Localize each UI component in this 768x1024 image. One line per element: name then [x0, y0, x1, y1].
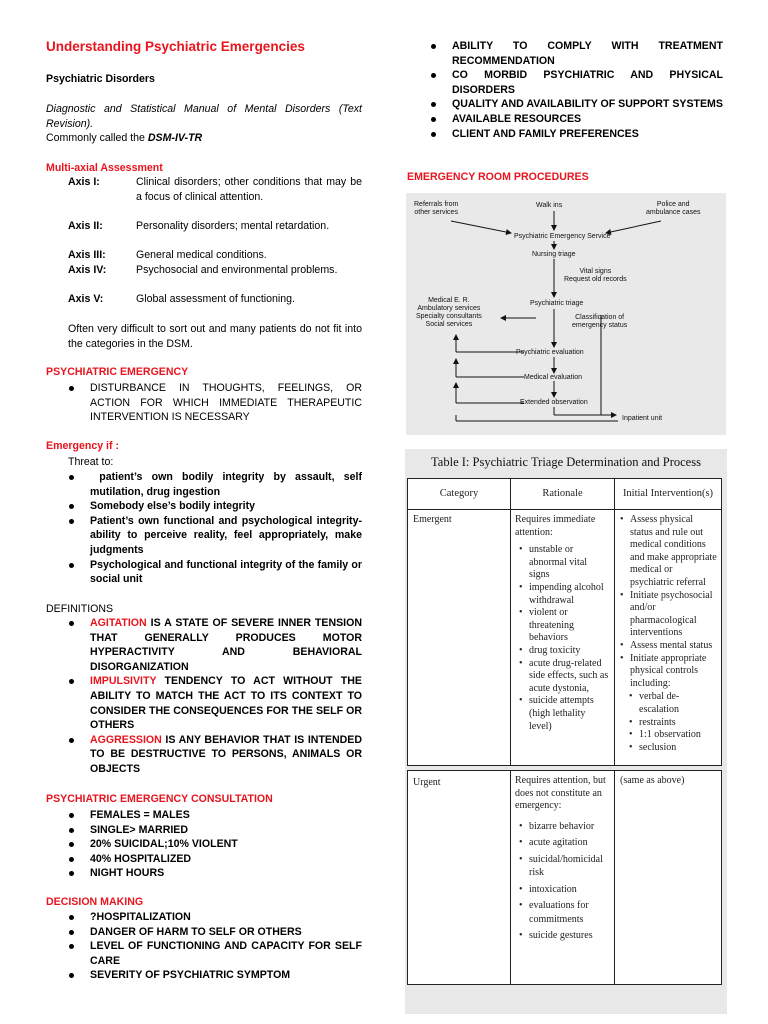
- list-item: FEMALES = MALES: [90, 808, 362, 823]
- dsm-called-prefix: Commonly called the: [46, 132, 148, 144]
- axis-row: [68, 248, 364, 263]
- axis-row: [68, 292, 364, 307]
- emergent-interventions: [614, 509, 722, 766]
- bullet-icon: •: [519, 900, 523, 912]
- bullet-icon: [69, 813, 74, 818]
- dsm-full-name: Diagnostic and Statistical Manual of Mental Disorders (Text Revision).: [46, 103, 362, 130]
- psychiatric-triage-node: Psychiatric triage: [530, 300, 584, 307]
- bullet-icon: [69, 563, 74, 568]
- definition-item: AGGRESSION IS ANY BEHAVIOR THAT IS INTENDED TO BE DESTRUCTIVE TO PERSONS, ANIMALS OR OBJECTS: [90, 733, 362, 777]
- consultation-list: [90, 808, 362, 881]
- urgent-rationale-list: [515, 820, 610, 943]
- bullet-icon: [69, 519, 74, 524]
- header-category: Category: [407, 478, 511, 510]
- vitals-node: Vital signs Request old records: [564, 268, 627, 283]
- list-item: QUALITY AND AVAILABILITY OF SUPPORT SYSTEMS: [452, 97, 723, 112]
- list-item: • Assess physical status and rule out medical conditions and make appropriate medical or psychiatric referral: [620, 514, 717, 588]
- bullet-icon: [431, 117, 436, 122]
- rationale-intro: Requires attention, but does not constitute an emergency:: [515, 775, 606, 812]
- list-item: ?HOSPITALIZATION: [90, 910, 362, 925]
- physical-controls-list: [619, 691, 718, 754]
- multiaxial-heading: Multi-axial Assessment: [46, 162, 163, 174]
- rationale-intro: Requires immediate attention:: [515, 514, 596, 538]
- header-rationale: Rationale: [510, 478, 615, 510]
- list-item: LEVEL OF FUNCTIONING AND CAPACITY FOR SELF CARE: [90, 939, 362, 968]
- bullet-icon: [431, 73, 436, 78]
- emergent-rationale-list: [515, 544, 610, 733]
- decision-list: [90, 910, 362, 983]
- list-item: • violent or threatening behaviors: [519, 607, 574, 644]
- threat-list: [90, 470, 362, 587]
- dsm-abbrev: DSM-IV-TR: [147, 132, 203, 144]
- list-item: Patient’s own functional and psychological integrity- ability to perceive reality, feel appropriately, make judgments: [90, 514, 362, 558]
- decision-list-continued: [452, 39, 723, 141]
- bullet-icon: [69, 679, 74, 684]
- bullet-icon: •: [519, 607, 523, 619]
- list-item: • Initiate psychosocial and/or pharmacological interventions: [620, 589, 713, 639]
- axis-label: Axis I:: [68, 176, 100, 188]
- threat-to: Threat to:: [68, 456, 114, 468]
- bullet-icon: [69, 973, 74, 978]
- list-item: patient’s own bodily integrity by assault, self mutilation, drug ingestion: [90, 470, 362, 499]
- axis-text: Personality disorders; mental retardation.: [136, 220, 330, 232]
- bullet-icon: [69, 386, 74, 391]
- bullet-icon: [431, 132, 436, 137]
- bullet-icon: •: [620, 639, 624, 651]
- bullet-icon: •: [519, 837, 523, 849]
- list-item: • seclusion: [629, 741, 677, 753]
- axis-text: Psychosocial and environmental problems.: [136, 264, 338, 276]
- list-item: • restraints: [629, 716, 676, 728]
- bullet-icon: •: [519, 883, 523, 895]
- header-interventions: Initial Intervention(s): [614, 478, 722, 510]
- definitions-heading: DEFINITIONS: [46, 603, 114, 615]
- disorders-heading: Psychiatric Disorders: [46, 73, 155, 85]
- axis-label: Axis II:: [68, 220, 103, 232]
- urgent-rationale: [510, 770, 615, 985]
- list-item: • unstable or abnormal vital signs: [519, 544, 588, 581]
- axis-label: Axis IV:: [68, 264, 107, 276]
- list-item: 40% HOSPITALIZED: [90, 852, 362, 867]
- list-item: • suicide gestures: [519, 930, 593, 942]
- list-item: • verbal de-escalation: [629, 691, 680, 715]
- bullet-icon: •: [629, 729, 633, 741]
- axis-text: Clinical disorders; other conditions that may be a focus of clinical attention.: [136, 176, 362, 203]
- inpatient-unit-node: Inpatient unit: [622, 415, 663, 422]
- extended-observation-node: Extended observation: [520, 399, 588, 406]
- dsm-called: [46, 131, 202, 146]
- dsm-note: Often very difficult to sort out and many patients do not fit into the categories in the DSM.: [68, 323, 362, 350]
- emergent-interventions-list: [619, 514, 718, 690]
- psych-emergency-list: [90, 381, 362, 425]
- list-item: Psychological and functional integrity of the family or social unit: [90, 558, 362, 587]
- er-procedures-heading: EMERGENCY ROOM PROCEDURES: [407, 171, 589, 183]
- page-title: Understanding Psychiatric Emergencies: [46, 39, 305, 54]
- bullet-icon: •: [519, 644, 523, 656]
- bullet-icon: [69, 871, 74, 876]
- bullet-icon: [431, 102, 436, 107]
- axis-text: General medical conditions.: [136, 249, 267, 261]
- urgent-category: Urgent: [407, 770, 511, 985]
- list-item: • suicide attempts (high lethality level): [519, 695, 594, 732]
- list-item: • suicidal/homicidal risk: [519, 853, 603, 879]
- arrow: [451, 221, 511, 233]
- medical-er-node: Medical E. R. Ambulatory services Specialty consultants Social services: [416, 297, 482, 328]
- bullet-icon: [431, 44, 436, 49]
- list-item: CLIENT AND FAMILY PREFERENCES: [452, 127, 723, 142]
- walkins-node: Walk ins: [536, 202, 563, 209]
- list-item: ABILITY TO COMPLY WITH TREATMENT RECOMMENDATION: [452, 39, 723, 68]
- decision-heading: DECISION MAKING: [46, 896, 144, 908]
- bullet-icon: •: [629, 716, 633, 728]
- emergency-if-heading: Emergency if :: [46, 440, 120, 452]
- classification-node: Classification of emergency status: [572, 314, 628, 329]
- bullet-icon: •: [620, 514, 624, 525]
- bullet-icon: [69, 857, 74, 862]
- er-flow-diagram: [406, 193, 726, 435]
- arrow: [606, 221, 661, 233]
- bullet-icon: •: [620, 652, 624, 664]
- list-item: NIGHT HOURS: [90, 866, 362, 881]
- bullet-icon: •: [519, 657, 523, 669]
- list-item: • intoxication: [519, 883, 577, 895]
- axis-text: Global assessment of functioning.: [136, 293, 295, 305]
- police-node: Police and ambulance cases: [646, 201, 701, 216]
- list-item: • 1:1 observation: [629, 729, 701, 741]
- bullet-icon: •: [620, 589, 624, 601]
- bullet-icon: •: [629, 691, 633, 703]
- bullet-icon: •: [519, 695, 523, 707]
- psychiatric-evaluation-node: Psychiatric evaluation: [516, 349, 584, 356]
- axis-row: [68, 263, 364, 293]
- bullet-icon: •: [629, 741, 633, 753]
- urgent-interventions: (same as above): [614, 770, 722, 985]
- list-item: AVAILABLE RESOURCES: [452, 112, 723, 127]
- bullet-icon: •: [519, 544, 523, 556]
- bullet-icon: [69, 944, 74, 949]
- triage-table-title: Table I: Psychiatric Triage Determination and Process: [431, 455, 701, 469]
- nursing-triage-node: Nursing triage: [532, 251, 576, 258]
- axis-row: [68, 175, 364, 219]
- definition-item: IMPULSIVITY TENDENCY TO ACT WITHOUT THE ABILITY TO MATCH THE ACT TO ITS CONTEXT TO CONSIDER THE CONSEQUENCES FOR THE SELF OR OTHERS: [90, 674, 362, 732]
- bullet-icon: •: [519, 820, 523, 832]
- axis-label: Axis III:: [68, 249, 106, 261]
- list-item: • evaluations for commitments: [519, 900, 589, 925]
- list-item: • bizarre behavior: [519, 820, 595, 832]
- consultation-heading: PSYCHIATRIC EMERGENCY CONSULTATION: [46, 793, 273, 805]
- bullet-icon: [69, 621, 74, 626]
- bullet-icon: [69, 828, 74, 833]
- list-item: • drug toxicity: [519, 644, 581, 656]
- psych-emergency-heading: PSYCHIATRIC EMERGENCY: [46, 366, 189, 378]
- pes-node: Psychiatric Emergency Service: [514, 233, 611, 240]
- bullet-icon: [69, 915, 74, 920]
- bullet-icon: [69, 475, 74, 480]
- emergent-category: Emergent: [407, 509, 511, 766]
- list-item: • Initiate appropriate physical controls including:: [620, 652, 707, 689]
- medical-evaluation-node: Medical evaluation: [524, 374, 582, 381]
- axis-row: [68, 219, 364, 249]
- bullet-icon: [69, 930, 74, 935]
- bullet-icon: [69, 504, 74, 509]
- list-item: • impending alcohol withdrawal: [519, 581, 604, 606]
- bullet-icon: •: [519, 930, 523, 942]
- list-item: Somebody else’s bodily integrity: [90, 499, 362, 514]
- list-item: SINGLE> MARRIED: [90, 823, 362, 838]
- list-item: DISTURBANCE IN THOUGHTS, FEELINGS, OR ACTION FOR WHICH IMMEDIATE THERAPEUTIC INTERVENTION IS NECESSARY: [90, 381, 362, 425]
- list-item: DANGER OF HARM TO SELF OR OTHERS: [90, 925, 362, 940]
- bullet-icon: •: [519, 581, 523, 593]
- list-item: • Assess mental status: [620, 639, 713, 651]
- bullet-icon: [69, 842, 74, 847]
- list-item: • acute drug-related side effects, such as acute dystonia,: [519, 657, 609, 694]
- bullet-icon: [69, 738, 74, 743]
- list-item: CO MORBID PSYCHIATRIC AND PHYSICAL DISORDERS: [452, 68, 723, 97]
- list-item: 20% SUICIDAL;10% VIOLENT: [90, 837, 362, 852]
- emergent-rationale: [510, 509, 615, 766]
- axis-label: Axis V:: [68, 293, 104, 305]
- definition-item: AGITATION IS A STATE OF SEVERE INNER TENSION THAT GENERALLY PRODUCES MOTOR HYPERACTIVITY AND BEHAVIORAL DISORGANIZATION: [90, 616, 362, 674]
- bullet-icon: •: [519, 853, 523, 865]
- definitions-list: [90, 616, 362, 777]
- referrals-node: Referrals from other services: [414, 201, 459, 216]
- list-item: SEVERITY OF PSYCHIATRIC SYMPTOM: [90, 968, 362, 983]
- list-item: • acute agitation: [519, 837, 588, 849]
